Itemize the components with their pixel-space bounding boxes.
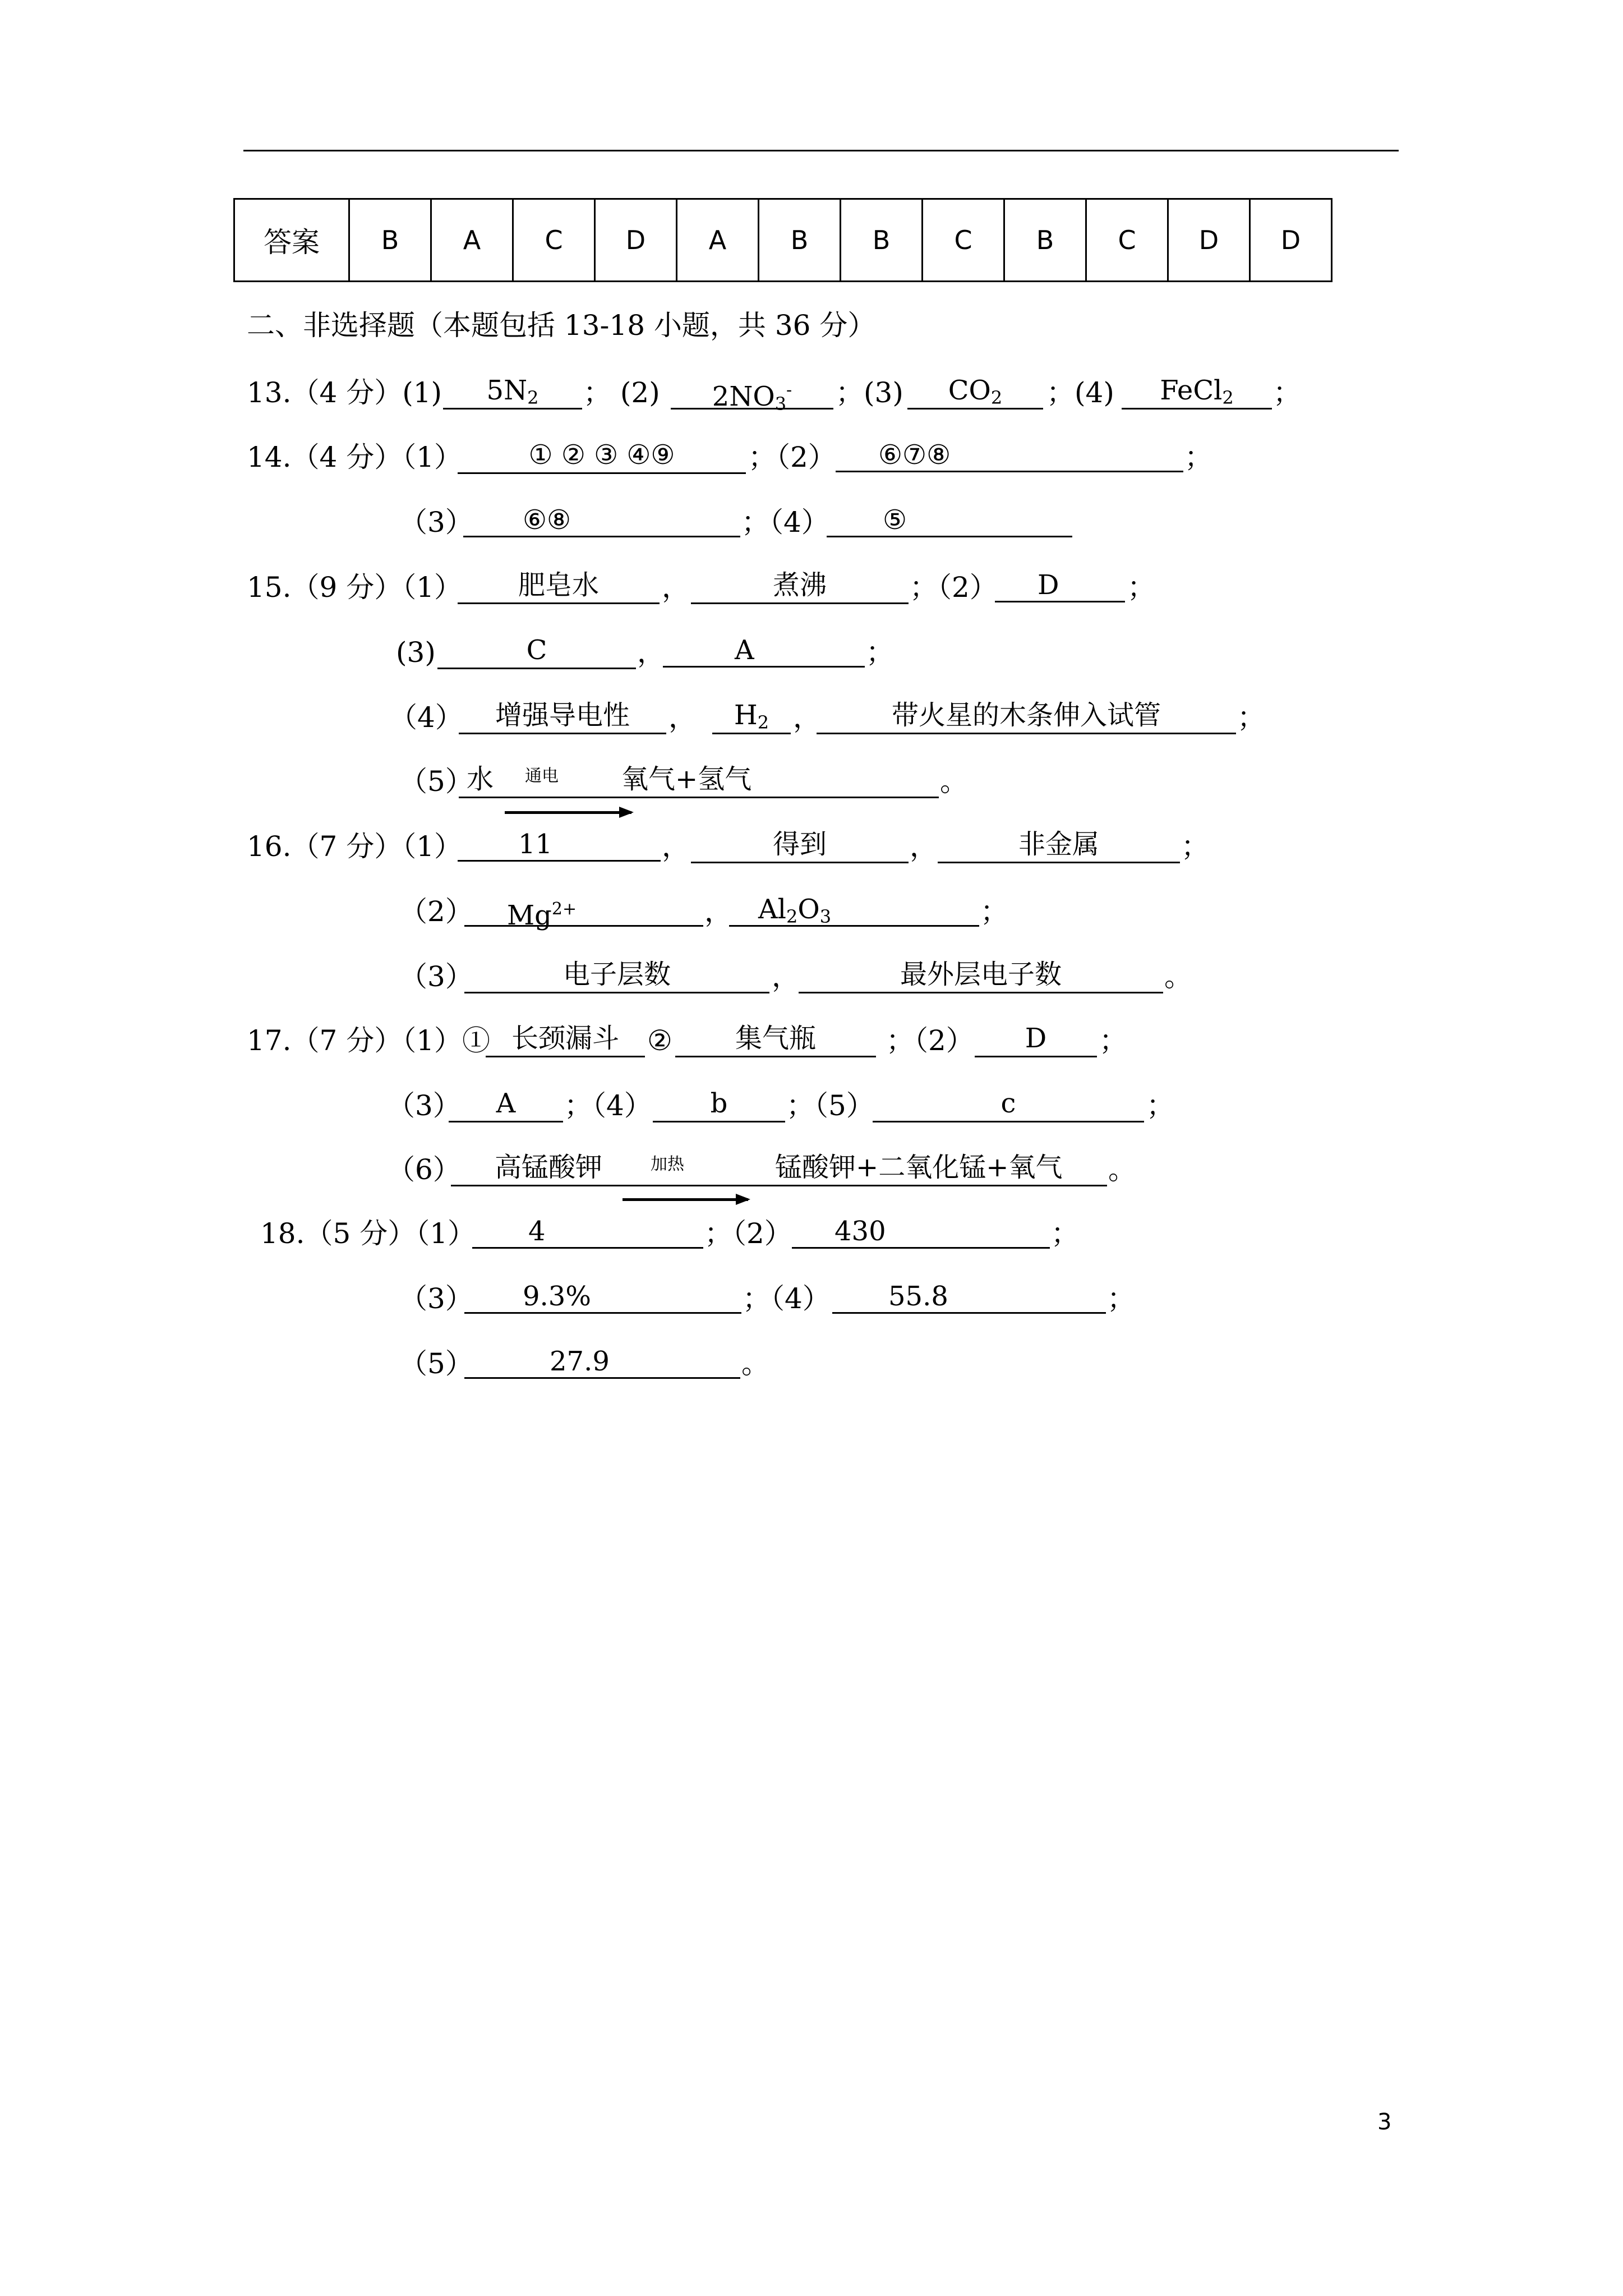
- q13-sep-2: ；(3): [836, 376, 903, 409]
- q15-end-3: ；: [1237, 701, 1265, 734]
- q16-period: 。: [1164, 960, 1192, 993]
- q17-sep-2: ；（4）: [564, 1089, 652, 1122]
- q15-comma-4: ，: [793, 701, 821, 734]
- q18-prefix-3: （3）: [399, 1282, 473, 1315]
- q13-sep-3: ；(4): [1046, 376, 1114, 409]
- q16-comma-3: ，: [704, 895, 732, 928]
- q13-end: ；: [1273, 376, 1301, 409]
- q17-end-2: ；: [1146, 1089, 1174, 1122]
- q15-answer-5: A: [663, 633, 865, 668]
- q18-answer-3: 9.3%: [464, 1279, 741, 1314]
- q18-prefix: 18.（5 分）（1）: [260, 1217, 476, 1250]
- q15-a7-sub: 2: [757, 712, 769, 733]
- page-number: 3: [1377, 2109, 1392, 2135]
- table-row: [234, 199, 1332, 282]
- q18-end-1: ；: [1051, 1217, 1079, 1250]
- q17-prefix-6: （6）: [387, 1153, 461, 1186]
- answer-cell-4: D: [595, 199, 677, 282]
- q14-sep-1: ；（2）: [748, 441, 836, 473]
- q17-prefix-3: （3）: [387, 1089, 461, 1122]
- q16-a4-text: Mg: [507, 900, 552, 931]
- answer-cell-12: D: [1250, 199, 1332, 282]
- q16-answer-4: [464, 892, 703, 931]
- q18-answer-1: 4: [472, 1214, 703, 1249]
- q15-answer-3: D: [995, 568, 1125, 602]
- q16-answer-6: 电子层数: [464, 957, 769, 993]
- answer-cell-9: B: [1004, 199, 1086, 282]
- q13-answer-1: [443, 373, 582, 409]
- q17-answer-6: c: [873, 1086, 1144, 1122]
- answer-cell-1: B: [349, 199, 431, 282]
- q13-a2-sup: -: [786, 380, 792, 400]
- q13-a2-text: 2NO: [712, 381, 775, 412]
- q13-a4-text: FeCl: [1160, 375, 1223, 406]
- q18-answer-4: 55.8: [832, 1279, 1106, 1314]
- q16-comma-2: ，: [910, 830, 938, 863]
- q17-sep-3: ；（5）: [786, 1089, 874, 1122]
- q15-comma-3: ，: [668, 701, 697, 734]
- q13-answer-4: [1122, 373, 1272, 409]
- q15-condition: 通电: [525, 766, 559, 786]
- q13-a1-text: 5N: [486, 375, 528, 406]
- q15-products: 氧气+氢气: [621, 763, 752, 795]
- q16-answer-7: 最外层电子数: [799, 957, 1163, 993]
- q16-a5-pre: Al: [758, 894, 787, 925]
- q13-sep-1: ； (2): [583, 376, 660, 409]
- q13-answer-3: [907, 373, 1043, 409]
- q13-answer-2: [671, 373, 833, 415]
- q16-a5-mid: O: [797, 894, 820, 925]
- q13-prefix: 13.（4 分）(1): [247, 376, 442, 409]
- q15-prefix-5: （5）: [399, 765, 473, 798]
- q15-a7-text: H: [734, 700, 758, 731]
- q15-period: 。: [940, 765, 968, 798]
- q15-sep-1: ；（2）: [910, 571, 998, 604]
- answer-table: [233, 198, 1332, 282]
- q15-answer-6: 增强导电性: [459, 698, 666, 734]
- q17-arrow: [623, 1198, 748, 1201]
- q17-products: 锰酸钾+二氧化锰+氧气: [775, 1152, 1063, 1183]
- q17-answer-3: D: [975, 1021, 1097, 1057]
- q17-answer-5: b: [653, 1086, 785, 1122]
- q15-comma-1: ，: [662, 571, 690, 604]
- q16-prefix: 16.（7 分）（1）: [247, 830, 463, 863]
- q16-comma-1: ，: [662, 830, 690, 863]
- answer-cell-3: C: [513, 199, 595, 282]
- answer-cell-2: A: [431, 199, 513, 282]
- q16-answer-5: [729, 892, 979, 927]
- q15-answer-7: [712, 698, 791, 734]
- q14-sep-2: ；（4）: [741, 506, 829, 539]
- q14-prefix-3: （3）: [399, 506, 473, 539]
- q18-prefix-5: （5）: [399, 1347, 473, 1380]
- q15-prefix-3: (3): [396, 636, 436, 669]
- q14-end-1: ；: [1184, 441, 1212, 473]
- q15-reactant: 水: [467, 763, 494, 795]
- q14-answer-2: ⑥⑦⑧: [836, 438, 1183, 472]
- section-title: 二、非选择题（本题包括 13-18 小题，共 36 分）: [247, 309, 876, 342]
- q15-prefix: 15.（9 分）（1）: [247, 571, 463, 604]
- q13-a2-sub: 3: [774, 393, 787, 415]
- q15-end-1: ；: [1127, 571, 1155, 604]
- q14-prefix: 14.（4 分）（1）: [247, 441, 463, 473]
- q18-answer-5: 27.9: [464, 1344, 740, 1379]
- q17-prefix: 17.（7 分）（1）①: [247, 1024, 491, 1057]
- q13-a1-sub: 2: [527, 387, 539, 408]
- q14-answer-4: ⑤: [827, 503, 1072, 537]
- q15-prefix-4: （4）: [389, 701, 463, 734]
- q14-answer-1: ① ② ③ ④⑨: [458, 438, 746, 474]
- q17-period: 。: [1108, 1153, 1136, 1186]
- q18-sep-2: ；（4）: [743, 1282, 831, 1315]
- answer-header: 答案: [234, 199, 349, 282]
- answer-cell-11: D: [1168, 199, 1250, 282]
- q14-answer-3: ⑥⑧: [463, 503, 740, 537]
- q16-comma-4: ，: [772, 960, 800, 993]
- q17-sep-1: ；（2）: [886, 1024, 974, 1057]
- answer-cell-8: C: [923, 199, 1004, 282]
- q18-sep-1: ；（2）: [704, 1217, 792, 1250]
- q16-answer-3: 非金属: [938, 827, 1180, 863]
- answer-cell-5: A: [677, 199, 759, 282]
- q17-reactant: 高锰酸钾: [495, 1152, 603, 1183]
- q15-arrow: [505, 811, 631, 814]
- q17-end-1: ；: [1099, 1024, 1127, 1057]
- q16-a4-sup: 2+: [551, 899, 577, 919]
- q15-comma-2: ，: [637, 636, 665, 669]
- q15-answer-1: 肥皂水: [458, 568, 660, 604]
- q17-circle-2: ②: [647, 1024, 672, 1057]
- q13-a3-sub: 2: [990, 387, 1003, 408]
- q15-answer-4: C: [437, 633, 636, 669]
- q17-condition: 加热: [651, 1154, 684, 1174]
- q18-period: 。: [741, 1347, 769, 1380]
- q16-answer-1: 11: [458, 827, 661, 862]
- q18-end-2: ；: [1107, 1282, 1135, 1315]
- q16-a5-sub1: 2: [786, 906, 798, 927]
- header-rule: [243, 150, 1399, 151]
- answer-cell-10: C: [1086, 199, 1168, 282]
- q17-answer-1: 长颈漏斗: [486, 1021, 645, 1057]
- q17-equation: [451, 1150, 1107, 1186]
- answer-cell-7: B: [841, 199, 923, 282]
- q16-a5-sub2: 3: [819, 906, 832, 927]
- q18-answer-2: 430: [792, 1214, 1050, 1249]
- q13-a3-text: CO: [948, 375, 991, 406]
- q15-answer-8: 带火星的木条伸入试管: [817, 698, 1236, 734]
- q16-end-1: ；: [1181, 830, 1209, 863]
- q16-prefix-3: （3）: [399, 960, 473, 993]
- q15-end-2: ；: [866, 636, 894, 669]
- q15-answer-2: 煮沸: [691, 568, 909, 604]
- q16-prefix-2: （2）: [399, 895, 473, 928]
- q16-answer-2: 得到: [691, 827, 909, 863]
- q17-answer-4: A: [449, 1086, 563, 1122]
- q16-end-2: ；: [980, 895, 1008, 928]
- q17-answer-2: 集气瓶: [675, 1021, 876, 1057]
- answer-cell-6: B: [759, 199, 841, 282]
- q13-a4-sub: 2: [1222, 387, 1234, 408]
